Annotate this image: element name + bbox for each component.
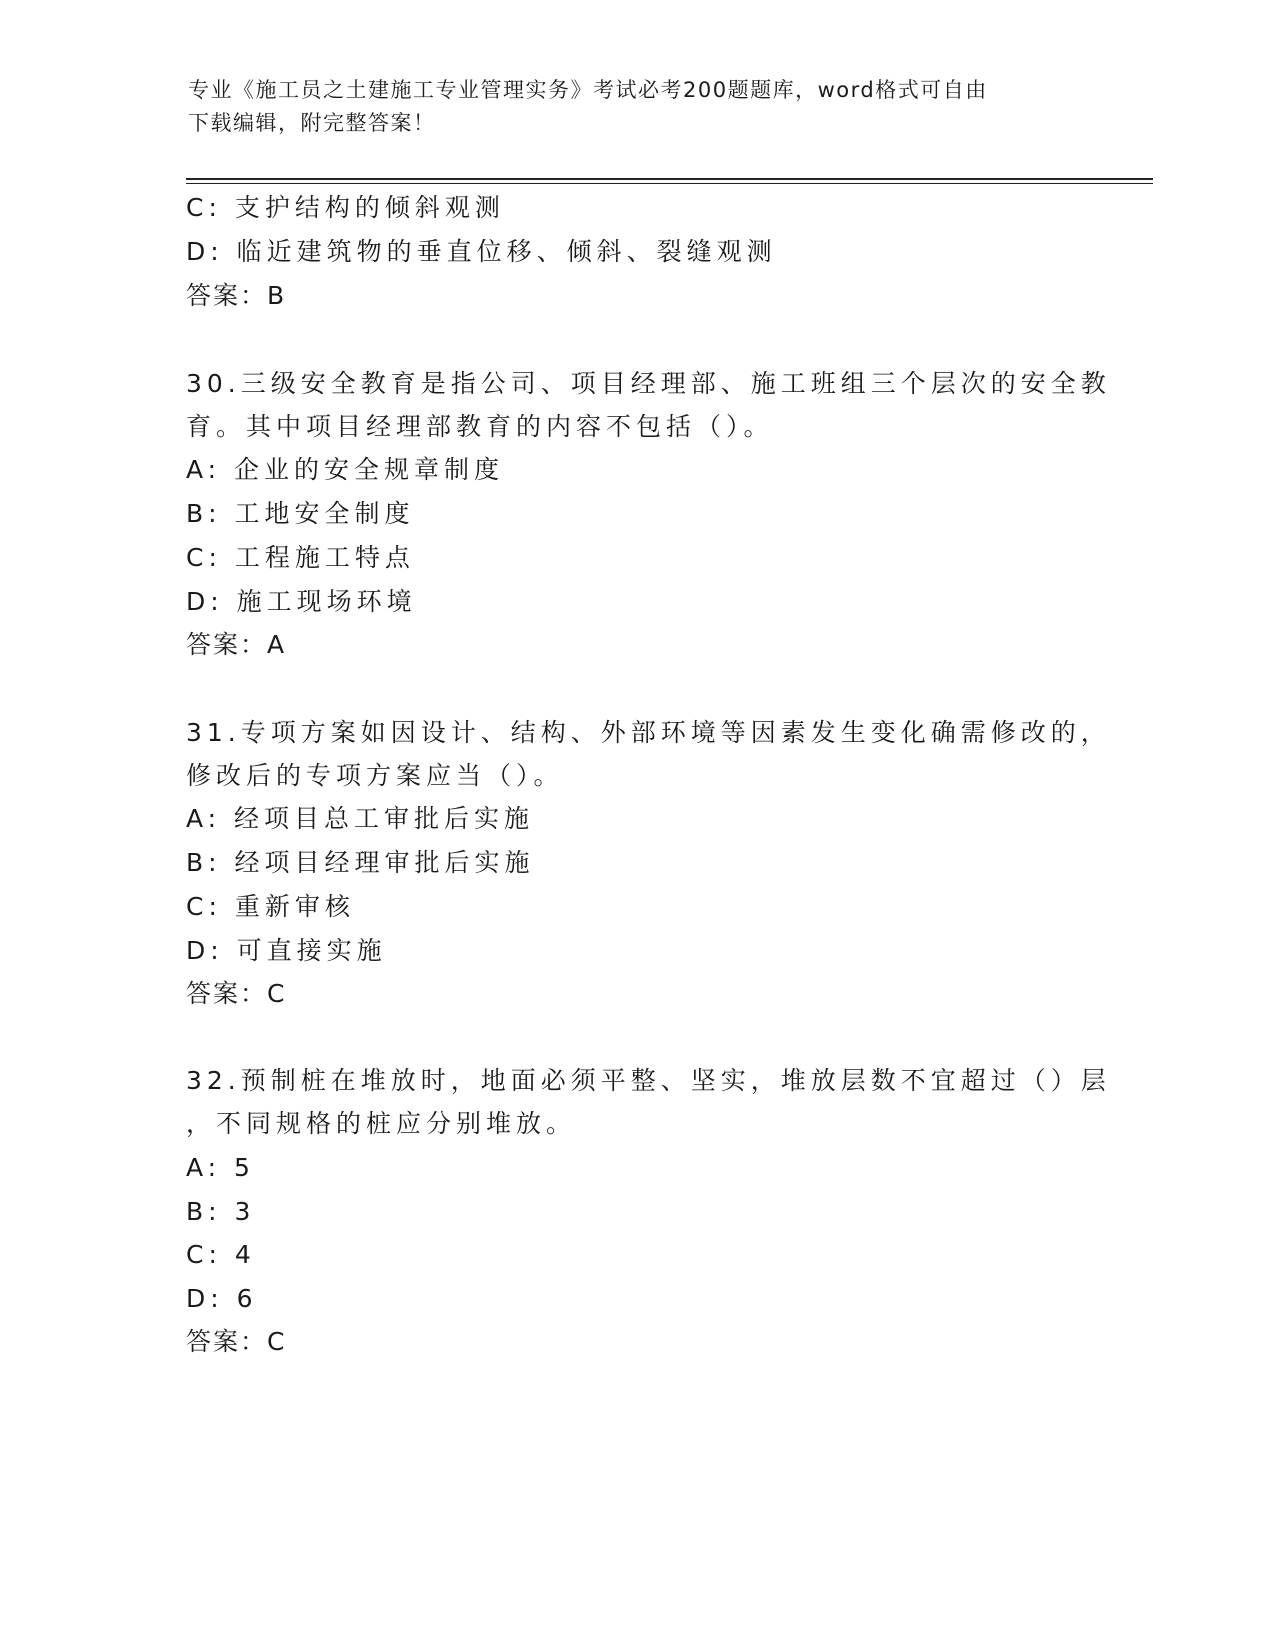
q32-stem-line-2: ，不同规格的桩应分别堆放。 [186, 1109, 577, 1138]
q31-option-d: D: 可直接实施 [186, 936, 387, 965]
q30-option-c: C: 工程施工特点 [186, 543, 415, 572]
q30-option-d: D: 施工现场环境 [186, 587, 417, 616]
q31-stem-line-1: 31.专项方案如因设计、结构、外部环境等因素发生变化确需修改的， [186, 718, 1111, 747]
q31-option-c: C: 重新审核 [186, 892, 355, 921]
q31-option-a: A: 经项目总工审批后实施 [186, 804, 535, 833]
q31-stem-line-2: 修改后的专项方案应当（）。 [186, 761, 564, 790]
header-divider-thick [186, 178, 1153, 180]
document-header [188, 74, 1068, 140]
header-divider-thin [186, 183, 1153, 184]
q32-option-b: B: 3 [186, 1197, 256, 1226]
prev-option-d: D: 临近建筑物的垂直位移、倾斜、裂缝观测 [186, 237, 777, 266]
q32-option-d: D: 6 [186, 1284, 258, 1313]
q30-stem-line-2: 育。其中项目经理部教育的内容不包括（）。 [186, 412, 774, 441]
q30-stem-line-1: 30.三级安全教育是指公司、项目经理部、施工班组三个层次的安全教 [186, 369, 1111, 398]
q30-option-a: A: 企业的安全规章制度 [186, 455, 505, 484]
q32-option-c: C: 4 [186, 1240, 256, 1269]
q31-option-b: B: 经项目经理审批后实施 [186, 848, 535, 877]
q32-stem-line-1: 32.预制桩在堆放时，地面必须平整、坚实，堆放层数不宜超过（）层 [186, 1066, 1111, 1095]
q30-answer: 答案：A [186, 630, 287, 659]
prev-option-c: C: 支护结构的倾斜观测 [186, 193, 505, 222]
q32-answer: 答案：C [186, 1327, 287, 1356]
header-line-2: 下载编辑，附完整答案！ [188, 111, 436, 135]
q30-option-b: B: 工地安全制度 [186, 499, 415, 528]
q32-option-a: A: 5 [186, 1153, 255, 1182]
prev-answer: 答案：B [186, 281, 287, 310]
q31-answer: 答案：C [186, 979, 287, 1008]
header-line-1: 专业《施工员之土建施工专业管理实务》考试必考200题题库，word格式可自由 [188, 78, 988, 102]
